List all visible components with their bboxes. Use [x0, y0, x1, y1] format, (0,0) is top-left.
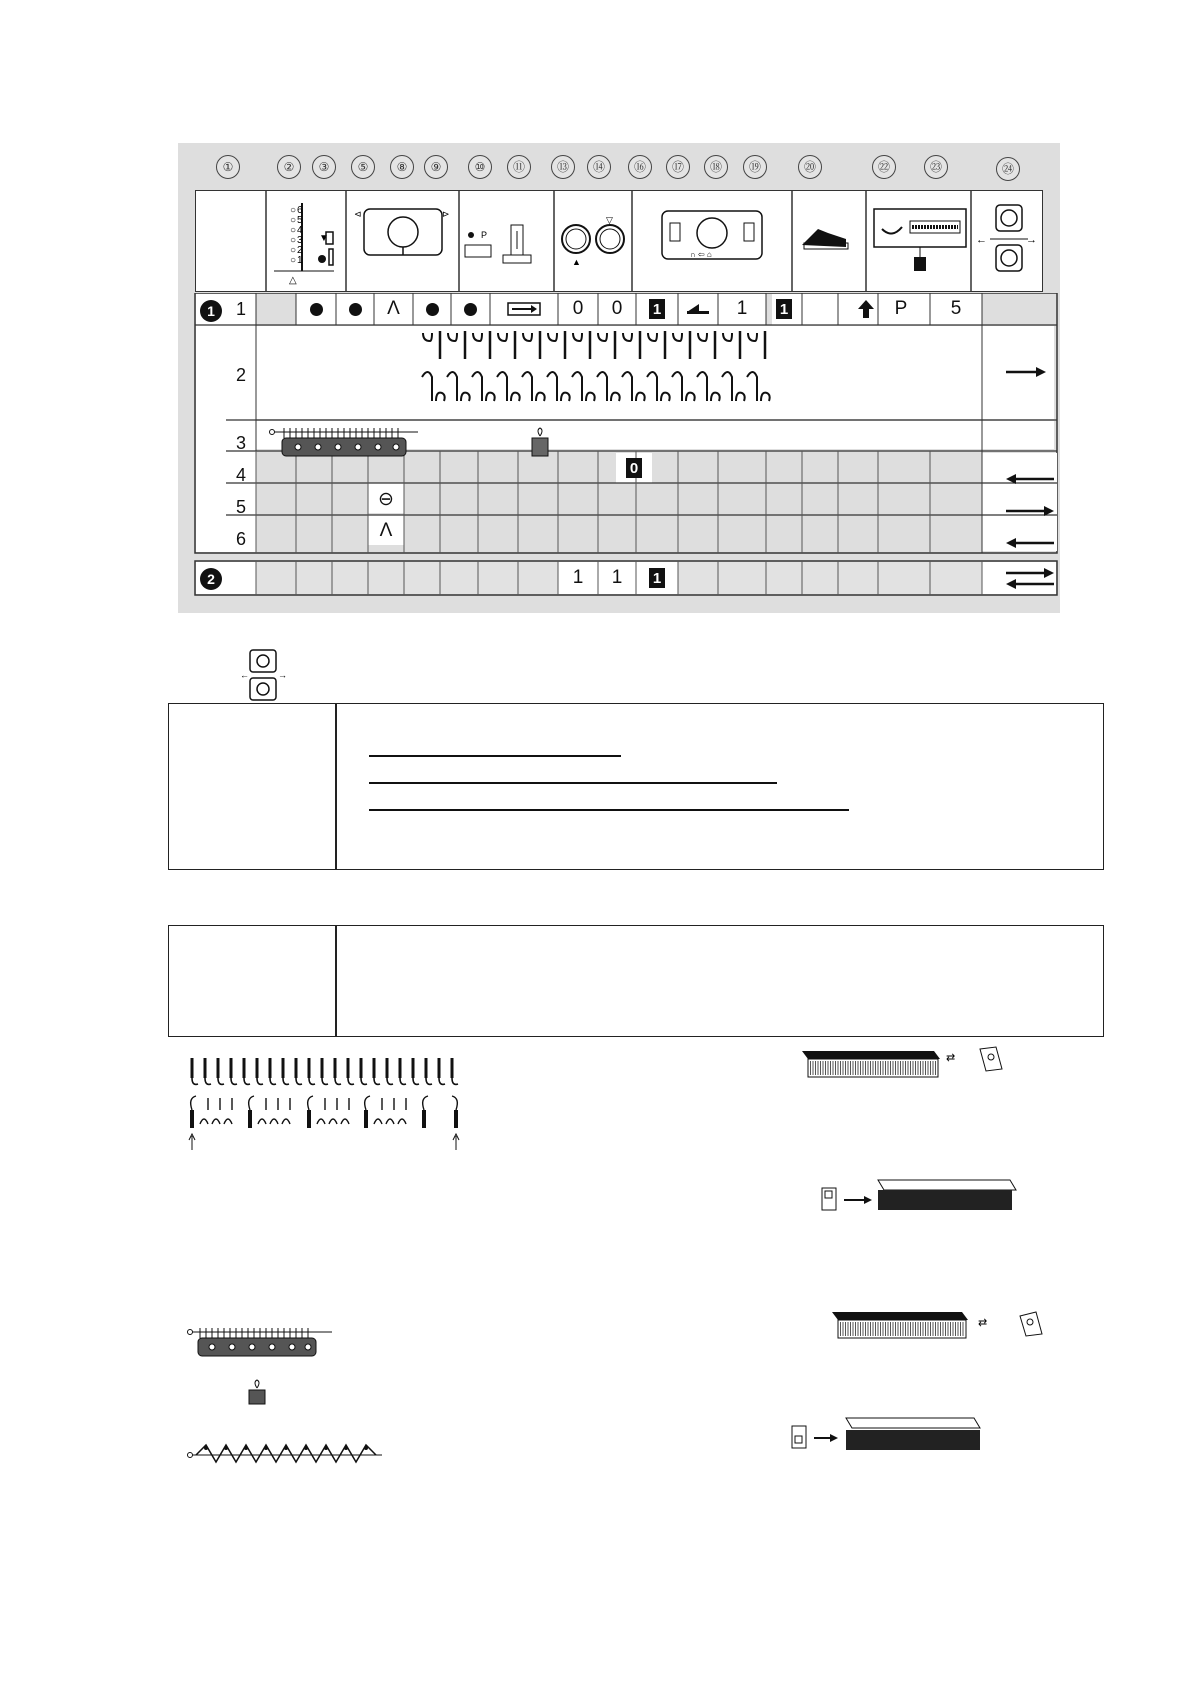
svg-text:4: 4 — [297, 225, 303, 236]
svg-text:5: 5 — [297, 215, 303, 226]
box-divider — [335, 704, 337, 869]
carriage-dial-icon — [354, 205, 454, 265]
sinker-icon — [678, 293, 718, 325]
svg-text:○: ○ — [290, 215, 297, 226]
svg-text:6: 6 — [297, 205, 303, 216]
arrow-right-icon — [1006, 365, 1046, 379]
svg-text:1: 1 — [297, 255, 303, 266]
col-number: ⑲ — [743, 155, 767, 179]
col-number: ⑪ — [507, 155, 531, 179]
row-label: 5 — [236, 497, 247, 517]
svg-text:○: ○ — [290, 235, 297, 246]
svg-text:2: 2 — [297, 245, 303, 256]
svg-text:←: ← — [976, 234, 987, 246]
col-number: ⑧ — [390, 155, 414, 179]
col-number: ⑳ — [798, 155, 822, 179]
col-number: ⑰ — [666, 155, 690, 179]
svg-text:P: P — [481, 230, 488, 240]
row1-value: P — [894, 298, 908, 319]
col-number: ⑩ — [468, 155, 492, 179]
svg-text:▲: ▲ — [572, 257, 581, 267]
svg-text:⇄: ⇄ — [946, 1052, 956, 1064]
needle-arrow-diagram — [186, 1058, 476, 1158]
ring-icons — [558, 213, 630, 273]
row-label: 4 — [236, 465, 247, 485]
col-number: ⑯ — [628, 155, 652, 179]
dot-symbol — [451, 293, 490, 325]
col-number: ⑱ — [704, 155, 728, 179]
double-arrow-icon — [1006, 566, 1054, 590]
svg-text:∩ ⇦ ⌂: ∩ ⇦ ⌂ — [690, 250, 712, 259]
svg-text:○: ○ — [290, 225, 297, 236]
minus-circle-icon: ⊖ — [378, 488, 394, 510]
section2-value: 1 — [572, 567, 584, 588]
lever-icons — [461, 211, 551, 281]
needle-bed-transfer-icon — [830, 1308, 1050, 1348]
col-number: ㉔ — [996, 157, 1020, 181]
row-label: 1 — [236, 299, 247, 319]
row1-block: 1 — [766, 293, 802, 325]
blank-line — [369, 809, 849, 811]
weight-icon — [247, 1378, 267, 1406]
svg-text:⇄: ⇄ — [978, 1317, 988, 1329]
svg-text:○: ○ — [290, 255, 297, 266]
section-marker: 2 — [200, 568, 222, 590]
lambda-symbol: Λ — [387, 298, 400, 319]
needle-hooks-diagram — [418, 331, 778, 411]
row1-value: 0 — [611, 298, 623, 319]
col-number: ① — [216, 155, 240, 179]
svg-text:▽: ▽ — [606, 215, 613, 225]
instruction-box-2 — [168, 925, 1104, 1037]
section2-value: 1 — [611, 567, 623, 588]
icon-header — [195, 190, 1043, 292]
part-lever-icon — [798, 219, 862, 259]
ribber-to-bed-icon — [790, 1416, 990, 1456]
section2-block: 1 — [636, 562, 678, 594]
needle-bed-icon — [872, 207, 968, 283]
blank-line — [369, 782, 777, 784]
cast-on-comb-icon — [268, 426, 558, 462]
svg-text:△: △ — [289, 275, 297, 285]
instruction-box-1 — [168, 703, 1104, 870]
zigzag-stitch-diagram — [186, 1440, 386, 1470]
row1-value: 1 — [736, 298, 748, 319]
row-label: 2 — [236, 365, 247, 385]
svg-text:▼: ▼ — [319, 233, 329, 244]
col-number: ③ — [312, 155, 336, 179]
tension-scale-icon — [274, 203, 344, 285]
svg-text:←: ← — [240, 670, 249, 680]
cast-on-comb-icon — [186, 1326, 336, 1362]
row1-value: 0 — [572, 298, 584, 319]
svg-text:3: 3 — [297, 235, 303, 246]
svg-text:→: → — [278, 670, 287, 680]
col-number: ⑨ — [424, 155, 448, 179]
col-number: ⑭ — [587, 155, 611, 179]
ribber-transfer-icon — [976, 201, 1040, 285]
col-number: ② — [277, 155, 301, 179]
ribber-icon — [240, 648, 292, 702]
row1-value: 5 — [950, 298, 962, 319]
col-number: ㉓ — [924, 155, 948, 179]
knitting-chart — [178, 143, 1060, 613]
svg-text:⊳: ⊳ — [442, 209, 450, 219]
arrow-right-box-icon — [490, 293, 558, 325]
arrow-right-icon — [1006, 504, 1054, 518]
dot-symbol — [413, 293, 451, 325]
svg-text:○: ○ — [290, 205, 297, 216]
row-label: 6 — [236, 529, 247, 549]
pattern-dial-icon — [656, 205, 776, 275]
svg-text:○: ○ — [290, 245, 297, 256]
box-divider — [335, 926, 337, 1036]
row4-block: 0 — [616, 453, 652, 483]
needle-bed-transfer-icon — [800, 1045, 1030, 1081]
dot-symbol — [296, 293, 336, 325]
row-label: 3 — [236, 433, 247, 453]
svg-text:→: → — [1026, 234, 1037, 246]
svg-text:⊲: ⊲ — [354, 209, 362, 219]
blank-line — [369, 755, 621, 757]
arrow-left-icon — [1006, 536, 1054, 550]
col-number: ㉒ — [872, 155, 896, 179]
section-marker: 1 — [200, 300, 222, 322]
lambda-symbol: Λ — [379, 520, 393, 541]
row1-block: 1 — [636, 293, 678, 325]
arrow-left-icon — [1006, 472, 1054, 486]
dot-symbol — [336, 293, 374, 325]
col-number: ⑬ — [551, 155, 575, 179]
col-number: ⑤ — [351, 155, 375, 179]
ribber-to-bed-icon — [820, 1178, 1030, 1218]
